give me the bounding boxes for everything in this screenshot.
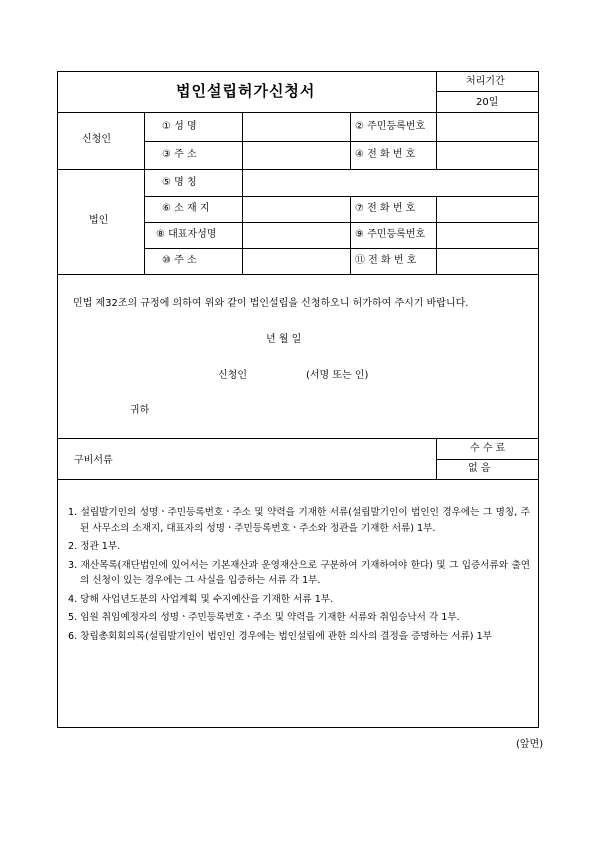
date-line: 년 월 일 bbox=[266, 334, 302, 345]
corp-name-input[interactable] bbox=[243, 170, 538, 195]
list-item: 5. 임원 취임예정자의 성명ㆍ주민등록번호ㆍ주소 및 약력을 기재한 서류와 취임승낙서 각 1부. bbox=[68, 612, 460, 623]
field-representative-resident-number-label: ⑨ 주민등록번호 bbox=[355, 229, 426, 240]
corporation-section-label: 법인 bbox=[89, 215, 109, 226]
signature-area[interactable] bbox=[258, 366, 302, 384]
field-representative-name-label: ⑧ 대표자성명 bbox=[156, 229, 217, 240]
representative-address-input[interactable] bbox=[243, 249, 349, 273]
list-item: 1. 설립발기인의 성명ㆍ주민등록번호ㆍ주소 및 약력을 기재한 서류(설립발기인이 법인인 경우에는 그 명칭, 주된 사무소의 소재지, 대표자의 성명ㆍ주민등록번호ㆍ주소와 정관을 기재한 서류) 1부. bbox=[68, 507, 530, 534]
form-title: 법인설립허가신청서 bbox=[176, 82, 316, 100]
representative-resident-number-input[interactable] bbox=[437, 223, 538, 247]
location-input[interactable] bbox=[243, 197, 349, 221]
list-item: 2. 정관 1부. bbox=[68, 541, 121, 552]
page-side-label: (앞면) bbox=[516, 739, 544, 750]
field-corp-name-label: ⑤ 명 칭 bbox=[162, 177, 197, 188]
application-form bbox=[57, 71, 539, 728]
list-item: 4. 당해 사업년도분의 사업계획 및 수지예산을 기재한 서류 1부. bbox=[68, 593, 334, 605]
fee-label: 수 수 료 bbox=[470, 443, 506, 454]
representative-phone-input[interactable] bbox=[437, 249, 538, 273]
signer-label: 신청인 bbox=[218, 370, 247, 381]
application-statement: 민법 제32조의 규정에 의하여 위와 같이 법인설립을 신청하오니 허가하여 주시기 바랍니다. bbox=[73, 298, 469, 309]
processing-period-label: 처리기간 bbox=[466, 76, 505, 87]
fee-value: 없 음 bbox=[468, 463, 491, 474]
resident-number-input[interactable] bbox=[437, 113, 538, 140]
representative-name-input[interactable] bbox=[243, 223, 349, 247]
corp-phone-input[interactable] bbox=[437, 197, 538, 221]
list-item: 3. 재산목록(재단법인에 있어서는 기본재산과 운영재산으로 구분하여 기재하여야 한다) 및 그 입증서류와 출연의 신청이 있는 경우에는 그 사실을 입증하는 서류 각 1부. bbox=[68, 559, 530, 586]
processing-period-value: 20일 bbox=[476, 97, 499, 108]
phone-input[interactable] bbox=[437, 142, 538, 168]
addressee-label: 귀하 bbox=[130, 405, 150, 416]
field-location-label: ⑥ 소 재 지 bbox=[162, 203, 210, 214]
field-representative-phone-label: ⑪ 전 화 번 호 bbox=[355, 255, 417, 266]
field-name-label: ① 성 명 bbox=[162, 121, 197, 132]
attachments-label: 구비서류 bbox=[74, 455, 113, 466]
field-representative-address-label: ⑩ 주 소 bbox=[162, 255, 197, 266]
signature-note: (서명 또는 인) bbox=[306, 370, 369, 381]
field-phone-label: ④ 전 화 번 호 bbox=[355, 149, 416, 160]
list-item: 6. 창립총회회의록(설립발기인이 법인인 경우에는 법인설립에 관한 의사의 결정을 증명하는 서류) 1부 bbox=[68, 630, 492, 642]
name-input[interactable] bbox=[243, 113, 349, 140]
address-input[interactable] bbox=[243, 142, 349, 168]
field-corp-phone-label: ⑦ 전 화 번 호 bbox=[355, 203, 416, 214]
field-address-label: ③ 주 소 bbox=[162, 149, 197, 160]
field-resident-number-label: ② 주민등록번호 bbox=[355, 121, 426, 132]
required-documents-list bbox=[68, 505, 530, 647]
applicant-section-label: 신청인 bbox=[82, 134, 111, 145]
